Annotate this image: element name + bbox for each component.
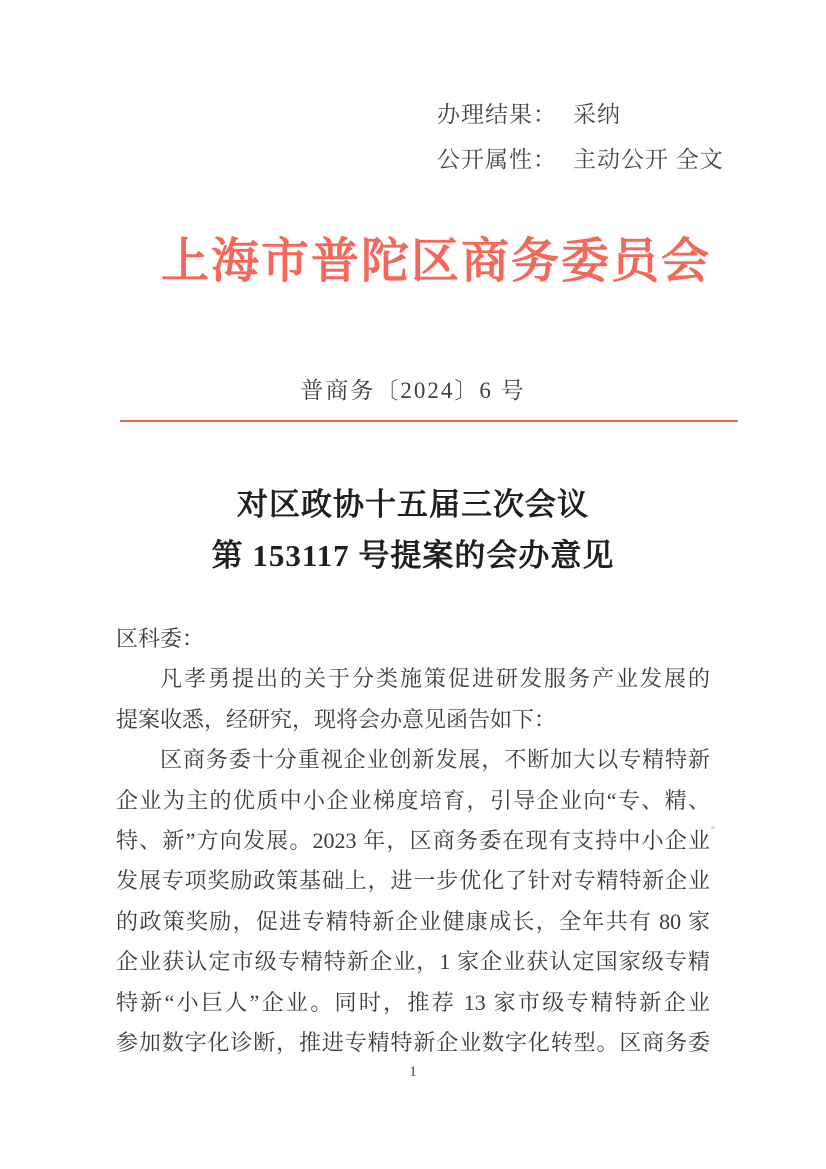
document-number: 普商务〔2024〕6 号 (300, 378, 526, 403)
meta-row (437, 92, 724, 137)
meta-rows (437, 92, 724, 182)
page-number: 1 (409, 1064, 417, 1080)
body-line: 提案收悉，经研究，现将会办意见函告如下： (116, 706, 557, 732)
body-line: 企业为主的优质中小企业梯度培育，引导企业向“专、精、 (116, 787, 710, 813)
body-line: 凡孝勇提出的关于分类施策促进研发服务产业发展的 (160, 666, 710, 692)
body-line: 发展专项奖励政策基础上，进一步优化了针对专精特新企业 (116, 868, 710, 894)
body-line: 特、新”方向发展。2023 年，区商务委在现有支持中小企业 (116, 828, 710, 854)
meta-value: 采纳 (573, 102, 621, 127)
meta-value: 主动公开 全文 (573, 147, 724, 172)
body-line: 参加数字化诊断，推进专精特新企业数字化转型。区商务委 (116, 1030, 710, 1056)
body-line: 区商务委十分重视企业创新发展，不断加大以专精特新 (160, 747, 710, 773)
body-line: 企业获认定市级专精特新企业，1 家企业获认定国家级专精 (116, 949, 710, 975)
meta-label: 办理结果： (437, 102, 557, 127)
meta-label: 公开属性： (437, 147, 557, 172)
document-title (0, 479, 826, 581)
letterhead-org-name: 上海市普陀区商务委员会 (160, 235, 711, 288)
meta-block (437, 92, 724, 182)
document-title-line2: 第 153117 号提案的会办意见 (211, 538, 615, 573)
body-text (116, 619, 710, 1063)
document-title-line1: 对区政协十五届三次会议 (237, 487, 589, 522)
scan-artifact-speck (711, 826, 715, 829)
body-line: 的政策奖励，促进专精特新企业健康成长，全年共有 80 家 (116, 908, 710, 934)
meta-row (437, 137, 724, 182)
letterhead-rule (120, 420, 738, 422)
body-line: 特新“小巨人”企业。同时，推荐 13 家市级专精特新企业 (116, 989, 710, 1015)
body-line: 区科委： (116, 626, 205, 651)
